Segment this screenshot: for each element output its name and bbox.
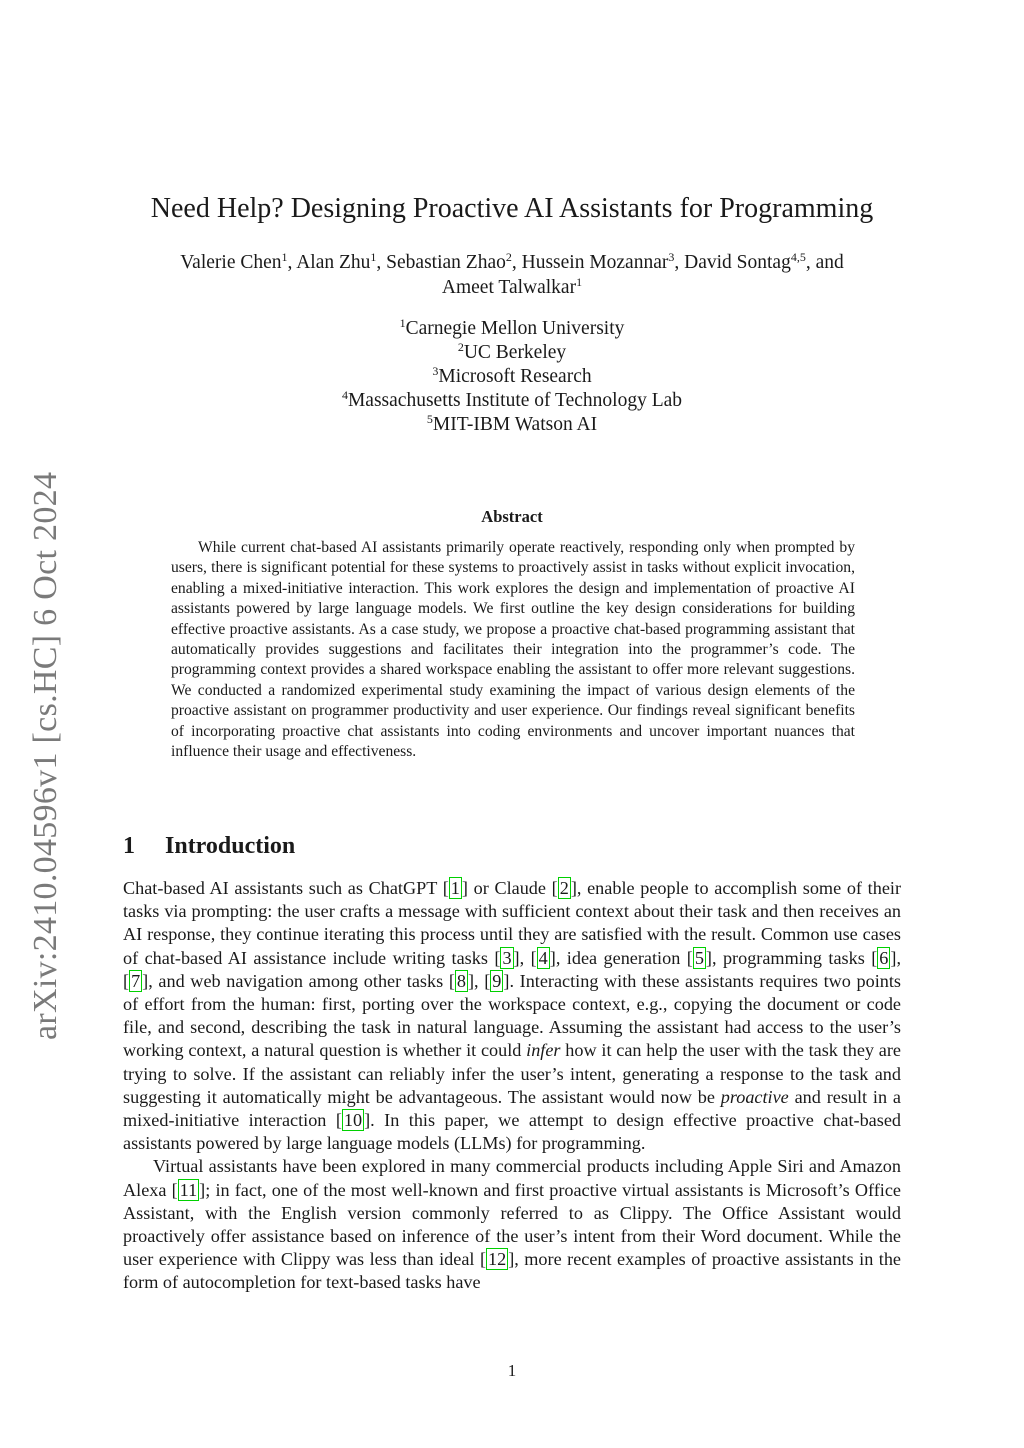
affiliation-name: UC Berkeley xyxy=(463,342,567,363)
citation-link[interactable]: 6 xyxy=(879,947,889,968)
author-affiliation-marker: 4,5 xyxy=(790,250,806,264)
affiliation-name: Carnegie Mellon University xyxy=(405,318,625,339)
citation-link[interactable]: 8 xyxy=(456,970,466,991)
author-list: Valerie Chen$^1$, Alan Zhu$^1$, Sebastian Zhao$^2$, Hussein Mozannar$^3$, David Sontag$^{4,5}$, and Ameet Talwalkar$^1$ xyxy=(180,250,844,298)
section-number: 1 xyxy=(123,833,135,859)
citation-link[interactable]: 10 xyxy=(343,1110,363,1131)
author-affiliation-marker: 1 xyxy=(370,250,377,264)
abstract-text: While current chat-based AI assistants primarily operate reactively, responding only when prompted by users, there is significant potential for these systems to proactively assist in tasks without explicit invocation, enabling a mixed-initiative interaction. This work explores the design and implementation of proactive AI assistants powered by large language models. We first outline the key design considerations for building effective proactive assistants. As a case study, we propose a proactive chat-based programming assistant that automatically provides suggestions and facilitates their integration into the programmer’s code. The programming context provides a shared workspace enabling the assistant to offer more relevant suggestions. We conducted a randomized experimental study examining the impact of various design elements of the proactive assistant on programmer productivity and user experience. Our findings reveal significant benefits of incorporating proactive chat assistants into coding environments and uncover important nuances that influence their usage and effectiveness. xyxy=(171,539,855,761)
affiliation xyxy=(0,341,1024,365)
affiliation xyxy=(0,389,1024,413)
affiliation-name: Massachusetts Institute of Technology Lab xyxy=(347,390,683,411)
emphasis-text: proactive xyxy=(720,1086,789,1107)
author: Valerie Chen xyxy=(180,252,282,273)
author-affiliation-marker: 1 xyxy=(576,275,583,289)
citation-link[interactable]: 2 xyxy=(559,878,569,898)
affiliation-number: 4 xyxy=(341,388,348,402)
author-affiliation-marker: 2 xyxy=(505,250,512,264)
citation-link[interactable]: 11 xyxy=(179,1179,198,1200)
introduction-body xyxy=(123,877,901,1295)
citation-link[interactable]: 9 xyxy=(492,970,502,991)
author-affiliation-marker: 1 xyxy=(281,250,288,264)
paragraph: Virtual assistants have been explored in many commercial products including Apple Siri and Amazon Alexa [ 11 ]; in fact, one of the most well-known and first proactive virtual assistants is Microsoft’s Office Assistant, with the English version commonly referred to as Clippy. The Office Assistant would proactively offer assistance based on inference of the user’s intent from their Word document. While the user experience with Clippy was less than ideal [ 12 ], more recent examples of proactive assistants in the form of autocompletion for text-based tasks have xyxy=(123,1156,901,1293)
author: Ameet Talwalkar xyxy=(441,277,577,298)
author: David Sontag xyxy=(684,252,791,273)
affiliation-number: 1 xyxy=(399,316,406,330)
author: Sebastian Zhao xyxy=(386,252,506,273)
author: Alan Zhu xyxy=(296,252,371,273)
affiliation-number: 3 xyxy=(432,364,439,378)
affiliation-number: 2 xyxy=(457,340,464,354)
paper-title: Need Help? Designing Proactive AI Assistants for Programming xyxy=(150,193,874,224)
affiliation-name: MIT-IBM Watson AI xyxy=(432,414,598,435)
affiliation xyxy=(0,365,1024,389)
affiliation xyxy=(0,413,1024,437)
author: Hussein Mozannar xyxy=(521,252,669,273)
arxiv-identifier-stamp: arXiv:2410.04596v1 [cs.HC] 6 Oct 2024 xyxy=(27,471,64,1040)
paragraph: Chat-based AI assistants such as ChatGPT [ 1 ] or Claude [ 2 ], enable people to accomplish some of their tasks via prompting: the user crafts a message with sufficient context about their task and then receives an AI response, they continue iterating this process until they are satisfied with the result. Common use cases of chat-based AI assistance include writing tasks [ 3 ], [ 4 ], idea generation [ 5 ], programming tasks [ 6 ], [ 7 ], and web navigation among other tasks [ 8 ], [ 9 ]. Interacting with these assistants requires two points of effort from the human: first, porting over the workspace context, e.g., copying the document or code file, and second, describing the task in natural language. Assuming the assistant had access to the user’s working context, a natural question is whether it could infer how it can help the user with the task they are trying to solve. If the assistant can reliably infer the user’s intent, generating a response to the task and suggesting it automatically might be advantageous. The assistant would now be proactive and result in a mixed-initiative interaction [ 10 ]. In this paper, we attempt to design effective proactive chat-based assistants powered by large language models (LLMs) for programming. xyxy=(123,878,902,1154)
affiliation-list xyxy=(0,317,1024,437)
citation-link[interactable]: 7 xyxy=(131,970,141,991)
emphasis-text: infer xyxy=(526,1040,561,1061)
affiliation-name: Microsoft Research xyxy=(438,366,592,387)
section-heading xyxy=(123,830,723,862)
section-title: Introduction xyxy=(165,833,296,859)
author-affiliation-marker: 3 xyxy=(668,250,675,264)
citation-link[interactable]: 4 xyxy=(538,947,548,968)
abstract-heading: Abstract xyxy=(481,507,543,526)
page-number: 1 xyxy=(507,1361,517,1380)
author-conjunction: and xyxy=(815,252,844,273)
affiliation xyxy=(0,317,1024,341)
citation-link[interactable]: 3 xyxy=(502,947,512,968)
citation-link[interactable]: 1 xyxy=(450,878,460,898)
citation-link[interactable]: 5 xyxy=(694,947,704,968)
citation-link[interactable]: 12 xyxy=(488,1249,507,1270)
affiliation-number: 5 xyxy=(426,412,433,426)
